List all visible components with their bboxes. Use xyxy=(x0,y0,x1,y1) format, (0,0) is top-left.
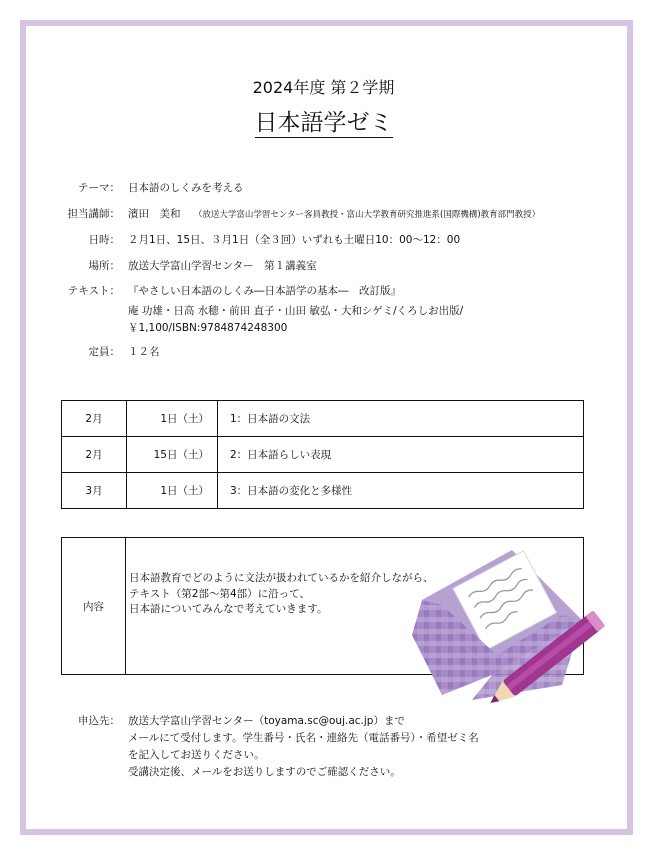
content-line: 日本語についてみんなで考えていきます。 xyxy=(129,603,328,615)
schedule-day: 1日（土） xyxy=(127,401,218,437)
text-label: テキスト： xyxy=(67,285,120,297)
schedule-day: 1日（土） xyxy=(127,473,218,509)
lecturer-value xyxy=(128,206,540,221)
content-line: テキスト（第2部～第4部）に沿って、 xyxy=(129,587,310,600)
content-text xyxy=(129,571,434,618)
envelope-and-pencil-icon xyxy=(412,545,617,705)
schedule-month: 2月 xyxy=(62,437,127,473)
content-label: 内容 xyxy=(62,538,126,674)
theme-value: 日本語のしくみを考える xyxy=(128,182,244,194)
capacity-value: １２名 xyxy=(128,346,160,358)
title-text: 日本語学ゼミ xyxy=(254,110,393,136)
content-line: 日本語教育でどのように文法が扱われているかを紹介しながら、 xyxy=(129,572,434,584)
capacity-label: 定員： xyxy=(88,346,120,358)
schedule-topic: 3：日本語の変化と多様性 xyxy=(218,473,584,509)
schedule-month: 2月 xyxy=(62,401,127,437)
datetime-label: 日時： xyxy=(88,234,120,246)
apply-line: 放送大学富山学習センター（toyama.sc@ouj.ac.jp）まで xyxy=(128,715,405,727)
apply-line: メールにて受付します。学生番号・氏名・連絡先（電話番号）・希望ゼミ名 xyxy=(128,732,479,744)
lecturer-name: 濱田 美和 xyxy=(128,208,181,220)
theme-label: テーマ： xyxy=(78,182,120,194)
table-row xyxy=(62,437,584,473)
table-row xyxy=(62,473,584,509)
apply-line: 受講決定後、メールをお送りしますのでご確認ください。 xyxy=(128,766,401,778)
apply-text xyxy=(128,713,479,781)
text-authors: 庵 功雄・日高 水穂・前田 直子・山田 敏弘・大和シゲミ/くろしお出版/ xyxy=(128,305,464,317)
subtitle: 2024年度 第２学期 xyxy=(252,78,395,97)
apply-line: を記入してお送りください。 xyxy=(128,749,265,761)
apply-label: 申込先： xyxy=(78,715,120,727)
datetime-value: ２月1日、15日、３月1日（全３回）いずれも土曜日10：00～12：00 xyxy=(128,234,461,246)
schedule-month: 3月 xyxy=(62,473,127,509)
table-row xyxy=(62,401,584,437)
schedule-day: 15日（土） xyxy=(127,437,218,473)
place-label: 場所： xyxy=(88,260,120,272)
schedule-topic: 1：日本語の文法 xyxy=(218,401,584,437)
schedule-topic: 2：日本語らしい表現 xyxy=(218,437,584,473)
schedule-table xyxy=(61,400,584,509)
lecturer-affiliation: （放送大学富山学習センター客員教授・富山大学教育研究推進系(国際機構)教育部門教授） xyxy=(193,210,541,220)
lecturer-label: 担当講師： xyxy=(67,208,120,220)
text-title: 『やさしい日本語のしくみ―日本語学の基本― 改訂版』 xyxy=(128,285,401,297)
text-price-isbn: ￥1,100/ISBN:9784874248300 xyxy=(128,322,288,334)
page-title xyxy=(0,104,647,137)
place-value: 放送大学富山学習センター 第１講義室 xyxy=(128,260,317,272)
